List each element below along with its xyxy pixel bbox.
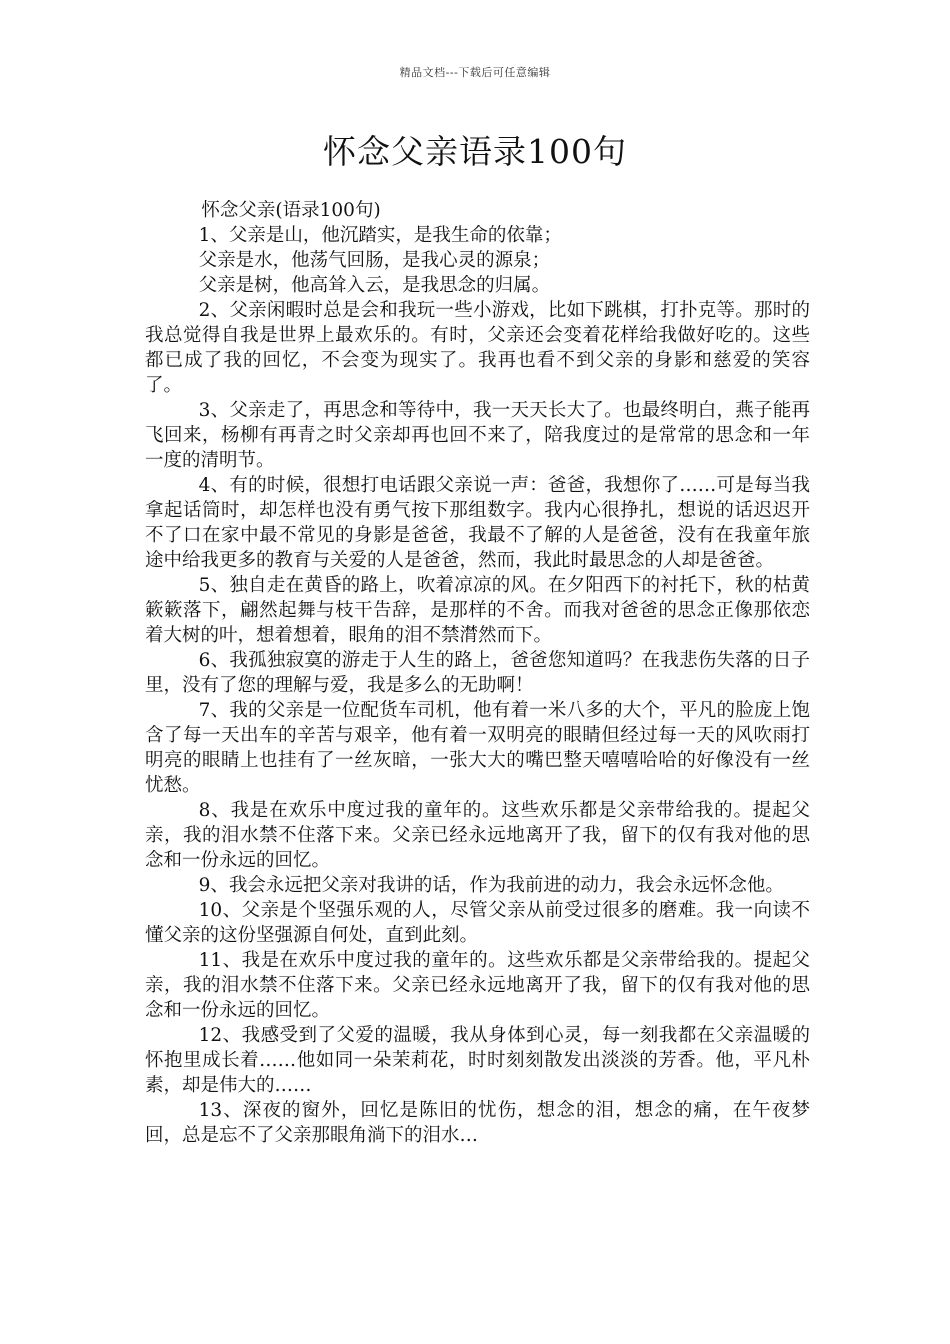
paragraph: 6、我孤独寂寞的游走于人生的路上，爸爸您知道吗？在我悲伤失落的日子里，没有了您的理解与爱，我是多么的无助啊！ [145, 650, 810, 696]
paragraph: 10、父亲是个坚强乐观的人，尽管父亲从前受过很多的磨难。我一向读不懂父亲的这份坚强源自何处，直到此刻。 [145, 900, 810, 946]
paragraph: 7、我的父亲是一位配货车司机，他有着一米八多的大个，平凡的脸庞上饱含了每一天出车的辛苦与艰辛，他有着一双明亮的眼睛但经过每一天的风吹雨打明亮的眼睛上也挂有了一丝灰暗，一张大大的嘴巴整天嘻嘻哈哈的好像没有一丝忧愁。 [145, 700, 810, 796]
paragraph: 3、父亲走了，再思念和等待中，我一天天长大了。也最终明白，燕子能再飞回来，杨柳有再青之时父亲却再也回不来了，陪我度过的是常常的思念和一年一度的清明节。 [145, 400, 810, 471]
document-body [145, 198, 810, 1148]
paragraph: 1、父亲是山，他沉踏实，是我生命的依靠； [198, 225, 562, 246]
header-note: 精品文档---下载后可任意编辑 [399, 66, 551, 79]
paragraph: 5、独自走在黄昏的路上，吹着凉凉的风。在夕阳西下的衬托下，秋的枯黄簌簌落下，翩然起舞与枝干告辞，是那样的不舍。而我对爸爸的思念正像那依恋着大树的叶，想着想着，眼角的泪不禁潸然而下。 [145, 575, 810, 646]
document-subtitle: 怀念父亲(语录100句) [201, 200, 381, 221]
paragraph: 8、我是在欢乐中度过我的童年的。这些欢乐都是父亲带给我的。提起父亲，我的泪水禁不住落下来。父亲已经永远地离开了我，留下的仅有我对他的思念和一份永远的回忆。 [145, 800, 810, 871]
paragraph: 11、我是在欢乐中度过我的童年的。这些欢乐都是父亲带给我的。提起父亲，我的泪水禁不住落下来。父亲已经永远地离开了我，留下的仅有我对他的思念和一份永远的回忆。 [145, 950, 810, 1021]
document-title: 怀念父亲语录100句 [323, 132, 627, 171]
paragraph: 4、有的时候，很想打电话跟父亲说一声：爸爸，我想你了……可是每当我拿起话筒时，却怎样也没有勇气按下那组数字。我内心很挣扎，想说的话迟迟开不了口在家中最不常见的身影是爸爸，我最不了解的人是爸爸，没有在我童年旅途中给我更多的教育与关爱的人是爸爸，然而，我此时最思念的人却是爸爸。 [145, 475, 810, 571]
paragraph: 12、我感受到了父爱的温暖，我从身体到心灵，每一刻我都在父亲温暖的怀抱里成长着……他如同一朵茉莉花，时时刻刻散发出淡淡的芳香。他，平凡朴素，却是伟大的…… [145, 1025, 810, 1096]
paragraph: 9、我会永远把父亲对我讲的话，作为我前进的动力，我会永远怀念他。 [198, 875, 784, 896]
paragraph: 13、深夜的窗外，回忆是陈旧的忧伤，想念的泪，想念的痛，在午夜梦回，总是忘不了父亲那眼角淌下的泪水… [145, 1100, 810, 1146]
paragraph: 父亲是水，他荡气回肠，是我心灵的源泉； [198, 250, 551, 271]
paragraph: 2、父亲闲暇时总是会和我玩一些小游戏，比如下跳棋，打扑克等。那时的我总觉得自我是世界上最欢乐的。有时，父亲还会变着花样给我做好吃的。这些都已成了我的回忆，不会变为现实了。我再也看不到父亲的身影和慈爱的笑容了。 [145, 300, 810, 396]
paragraph: 父亲是树，他高耸入云，是我思念的归属。 [198, 275, 551, 296]
